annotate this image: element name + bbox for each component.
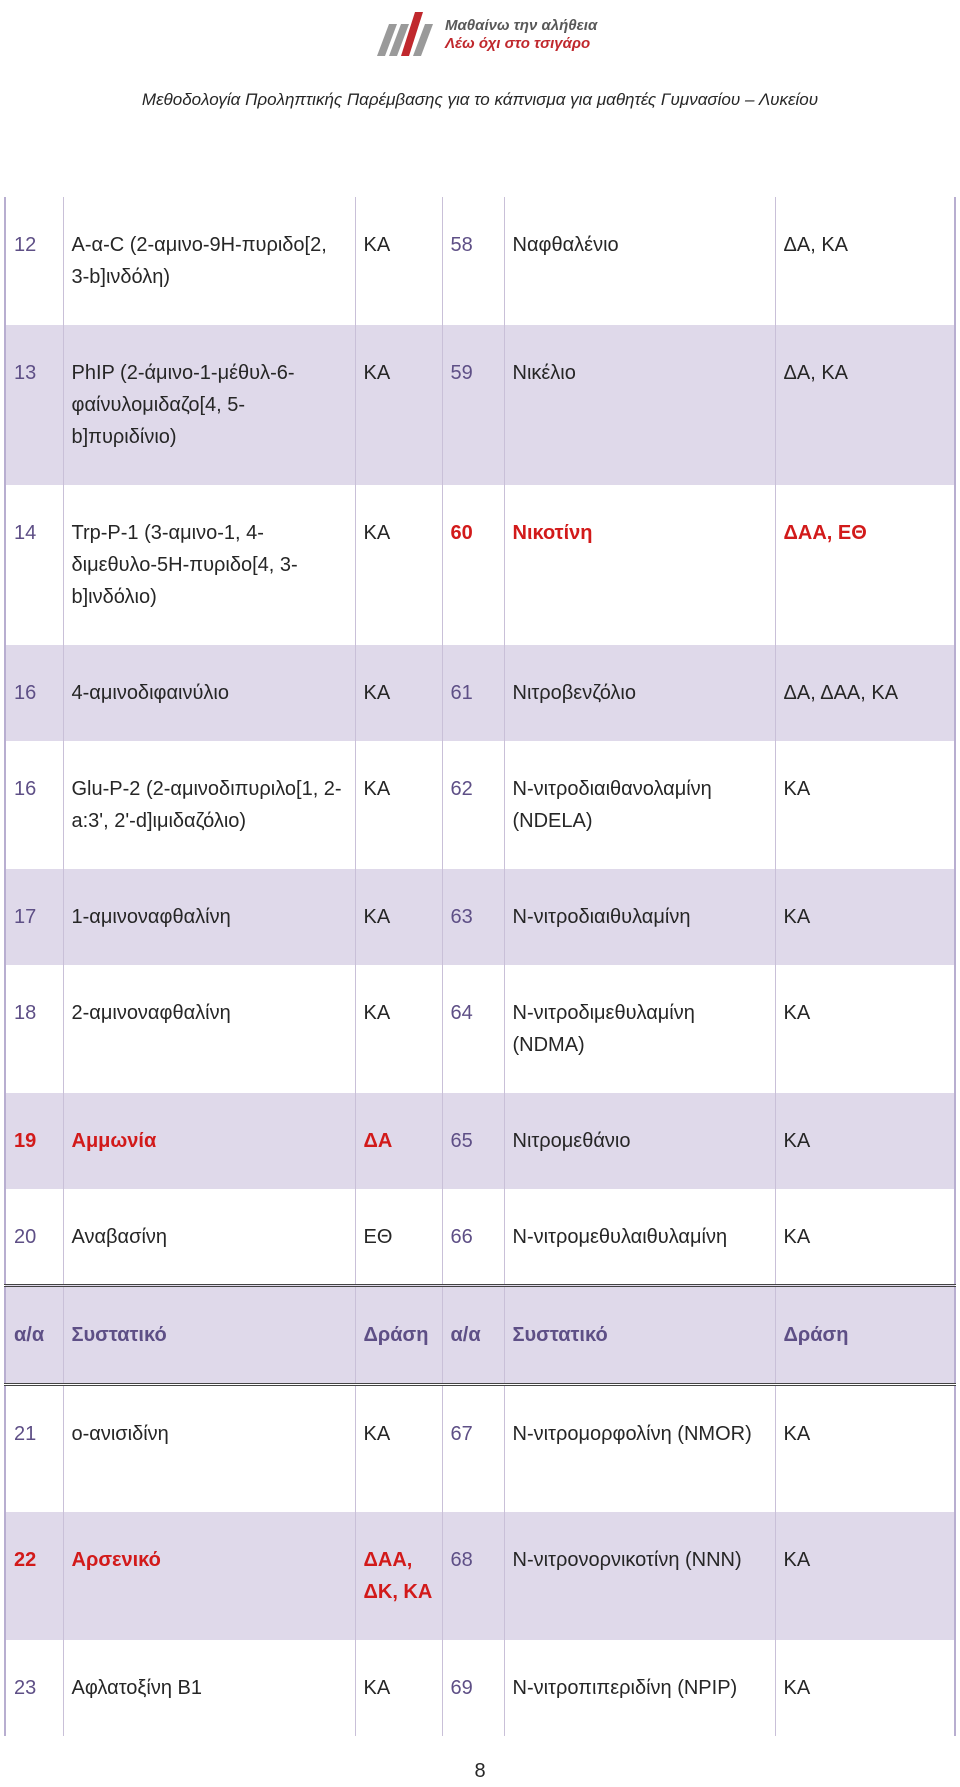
table-row [5, 1189, 955, 1285]
ingredient-name: Αρσενικό [63, 1512, 355, 1640]
ingredient-action: ΚΑ [355, 197, 442, 325]
table-row [5, 485, 955, 645]
table-row [5, 1384, 955, 1512]
ingredient-name: Νιτρομεθάνιο [504, 1093, 775, 1189]
row-number: 21 [5, 1384, 63, 1512]
table-row [5, 1512, 955, 1640]
row-number: 17 [5, 869, 63, 965]
logo-line-2: Λέω όχι στο τσιγάρο [445, 35, 591, 52]
ingredient-name: Trp-P-1 (3-αμινο-1, 4-διμεθυλο-5H-πυριδο[4, 3-b]ινδόλιο) [63, 485, 355, 645]
row-number: 66 [442, 1189, 504, 1285]
ingredient-name: Ν-νιτρονορνικοτίνη (NNN) [504, 1512, 775, 1640]
row-number: 59 [442, 325, 504, 485]
header-ingredient: Συστατικό [63, 1285, 355, 1384]
row-number: 58 [442, 197, 504, 325]
ingredient-name: PhIP (2-άμινο-1-μέθυλ-6-φαίνυλομιδαζο[4, 5-b]πυριδίνιο) [63, 325, 355, 485]
ingredient-action: ΚΑ [355, 965, 442, 1093]
row-number: 22 [5, 1512, 63, 1640]
row-number: 18 [5, 965, 63, 1093]
ingredient-action: ΚΑ [355, 1384, 442, 1512]
ingredient-name: Ναφθαλένιο [504, 197, 775, 325]
row-number: 16 [5, 741, 63, 869]
ingredients-table [4, 197, 956, 1736]
ingredient-name: Ν-νιτρομεθυλαιθυλαμίνη [504, 1189, 775, 1285]
ingredient-action: ΚΑ [355, 645, 442, 741]
ingredient-name: Νικοτίνη [504, 485, 775, 645]
page-number: 8 [474, 1760, 486, 1782]
header-ingredient: Συστατικό [504, 1285, 775, 1384]
ingredient-name: ο-ανισιδίνη [63, 1384, 355, 1512]
table-row [5, 869, 955, 965]
ingredient-action: ΚΑ [775, 1093, 955, 1189]
row-number: 16 [5, 645, 63, 741]
row-number: 13 [5, 325, 63, 485]
ingredient-name: Νικέλιο [504, 325, 775, 485]
ingredient-action: ΚΑ [355, 1640, 442, 1736]
row-number: 68 [442, 1512, 504, 1640]
row-number: 14 [5, 485, 63, 645]
ingredient-name: 2-αμινοναφθαλίνη [63, 965, 355, 1093]
ingredient-action: ΔΑ, ΚΑ [775, 325, 955, 485]
ingredient-name: 4-αμινοδιφαινύλιο [63, 645, 355, 741]
ingredient-name: Αφλατοξίνη B1 [63, 1640, 355, 1736]
header-action: Δράση [355, 1285, 442, 1384]
table-row [5, 1640, 955, 1736]
ingredient-name: Ν-νιτροπιπεριδίνη (NPIP) [504, 1640, 775, 1736]
ingredient-action: ΚΑ [775, 965, 955, 1093]
ingredient-action: ΚΑ [355, 325, 442, 485]
header-index: α/α [442, 1285, 504, 1384]
ingredient-name: A-α-C (2-αμινο-9H-πυριδο[2, 3-b]ινδόλη) [63, 197, 355, 325]
ingredient-action: ΚΑ [355, 869, 442, 965]
header-action: Δράση [775, 1285, 955, 1384]
document-subtitle: Μεθοδολογία Προληπτικής Παρέμβασης για το κάπνισμα για μαθητές Γυμνασίου – Λυκείου [141, 90, 819, 109]
row-number: 19 [5, 1093, 63, 1189]
ingredient-name: Ν-νιτροδιαιθανολαμίνη (NDELA) [504, 741, 775, 869]
ingredient-name: Αμμωνία [63, 1093, 355, 1189]
ingredient-name: 1-αμινοναφθαλίνη [63, 869, 355, 965]
row-number: 20 [5, 1189, 63, 1285]
table-row [5, 197, 955, 325]
ingredient-action: ΔΑΑ, ΔΚ, ΚΑ [355, 1512, 442, 1640]
ingredient-action: ΚΑ [775, 869, 955, 965]
row-number: 65 [442, 1093, 504, 1189]
row-number: 61 [442, 645, 504, 741]
table-row [5, 645, 955, 741]
ingredient-action: ΕΘ [355, 1189, 442, 1285]
ingredient-name: Νιτροβενζόλιο [504, 645, 775, 741]
table-row [5, 741, 955, 869]
header-index: α/α [5, 1285, 63, 1384]
logo-line-1: Μαθαίνω την αλήθεια [445, 17, 598, 34]
logo-stripes-icon [375, 8, 439, 58]
ingredient-action: ΚΑ [775, 1189, 955, 1285]
row-number: 63 [442, 869, 504, 965]
ingredient-name: Glu-P-2 (2-αμινοδιπυριλο[1, 2-a:3', 2'-d]ιμιδαζόλιο) [63, 741, 355, 869]
row-number: 60 [442, 485, 504, 645]
row-number: 12 [5, 197, 63, 325]
ingredient-name: Ν-νιτρομορφολίνη (NMOR) [504, 1384, 775, 1512]
table-row [5, 965, 955, 1093]
table-header-row [5, 1285, 955, 1384]
row-number: 67 [442, 1384, 504, 1512]
ingredient-name: Ν-νιτροδιμεθυλαμίνη (NDMA) [504, 965, 775, 1093]
ingredient-action: ΔΑ, ΚΑ [775, 197, 955, 325]
ingredient-name: Ν-νιτροδιαιθυλαμίνη [504, 869, 775, 965]
ingredient-action: ΚΑ [775, 1640, 955, 1736]
row-number: 69 [442, 1640, 504, 1736]
row-number: 62 [442, 741, 504, 869]
logo [375, 8, 615, 58]
ingredient-action: ΚΑ [355, 741, 442, 869]
ingredient-action: ΔΑΑ, ΕΘ [775, 485, 955, 645]
ingredient-action: ΔΑ, ΔΑΑ, ΚΑ [775, 645, 955, 741]
ingredient-action: ΚΑ [355, 485, 442, 645]
ingredient-action: ΚΑ [775, 741, 955, 869]
row-number: 64 [442, 965, 504, 1093]
ingredient-action: ΚΑ [775, 1384, 955, 1512]
table-row [5, 325, 955, 485]
ingredient-action: ΔΑ [355, 1093, 442, 1189]
ingredient-name: Αναβασίνη [63, 1189, 355, 1285]
row-number: 23 [5, 1640, 63, 1736]
table-row [5, 1093, 955, 1189]
ingredient-action: ΚΑ [775, 1512, 955, 1640]
